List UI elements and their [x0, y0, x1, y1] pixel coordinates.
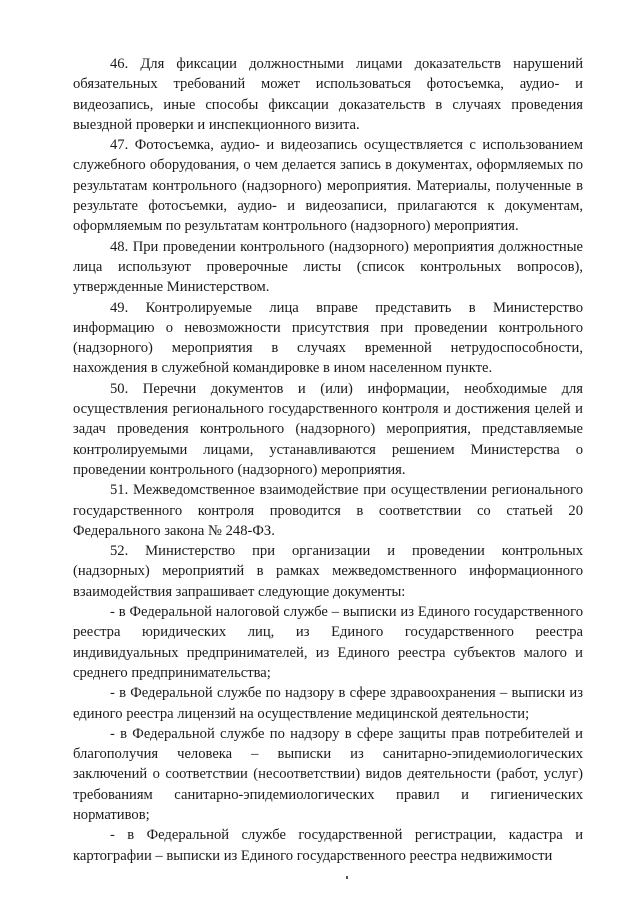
paragraph-48: 48. При проведении контрольного (надзорного) мероприятия должностные лица используют проверочные листы (список контрольных вопросов), утвержденные Министерством. [73, 238, 583, 296]
document-page [73, 54, 583, 866]
list-item-registration-service: - в Федеральной службе государственной регистрации, кадастра и картографии – выписки из Единого государственного реестра недвижимости [73, 827, 583, 864]
scan-speck [346, 876, 348, 879]
paragraph-49: 49. Контролируемые лица вправе представить в Министерство информацию о невозможности присутствия при проведении контрольного (надзорного) мероприятия в случаях временной нетрудоспособности, нахождения в служебной командировке в ином населенном пункте. [73, 299, 583, 377]
paragraph-52: 52. Министерство при организации и проведении контрольных (надзорных) мероприятий в рамках межведомственного информационного взаимодействия запрашивает следующие документы: [73, 543, 583, 600]
list-item-consumer-rights-service: - в Федеральной службе по надзору в сфере защиты прав потребителей и благополучия человека – выписки из санитарно-эпидемиологических заключений о соответствии (несоответствии) видов деятельности (работ, услуг) требованиям санитарно-эпидемиологических правил и гигиенических нормативов; [73, 725, 583, 823]
paragraph-46: 46. Для фиксации должностными лицами доказательств нарушений обязательных требований может использоваться фотосъемка, аудио- и видеозапись, иные способы фиксации доказательств в случаях проведения выездной проверки и инспекционного визита. [73, 56, 583, 133]
list-item-tax-service: - в Федеральной налоговой службе – выписки из Единого государственного реестра юридических лиц, из Единого государственного реестра индивидуальных предпринимателей, из Единого реестра субъектов малого и среднего предпринимательства; [73, 604, 583, 681]
paragraph-51: 51. Межведомственное взаимодействие при осуществлении регионального государственного контроля проводится в соответствии со статьей 20 Федерального закона № 248-ФЗ. [73, 482, 583, 539]
paragraph-47: 47. Фотосъемка, аудио- и видеозапись осуществляется с использованием служебного оборудования, о чем делается запись в документах, оформляемых по результатам контрольного (надзорного) мероприятия. Материалы, полученные в результате фотосъемки, аудио- и видеозаписи, прилагаются к документам, оформляемым по результатам контрольного (надзорного) мероприятия. [73, 137, 583, 235]
list-item-healthcare-service: - в Федеральной службе по надзору в сфере здравоохранения – выписки из единого реестра лицензий на осуществление медицинской деятельности; [73, 685, 583, 722]
paragraph-50: 50. Перечни документов и (или) информации, необходимые для осуществления регионального государственного контроля и достижения целей и задач проведения контрольного (надзорного) мероприятия, представляемые контролируемыми лицами, устанавливаются решением Министерства о проведении контрольного (надзорного) мероприятия. [73, 380, 583, 478]
